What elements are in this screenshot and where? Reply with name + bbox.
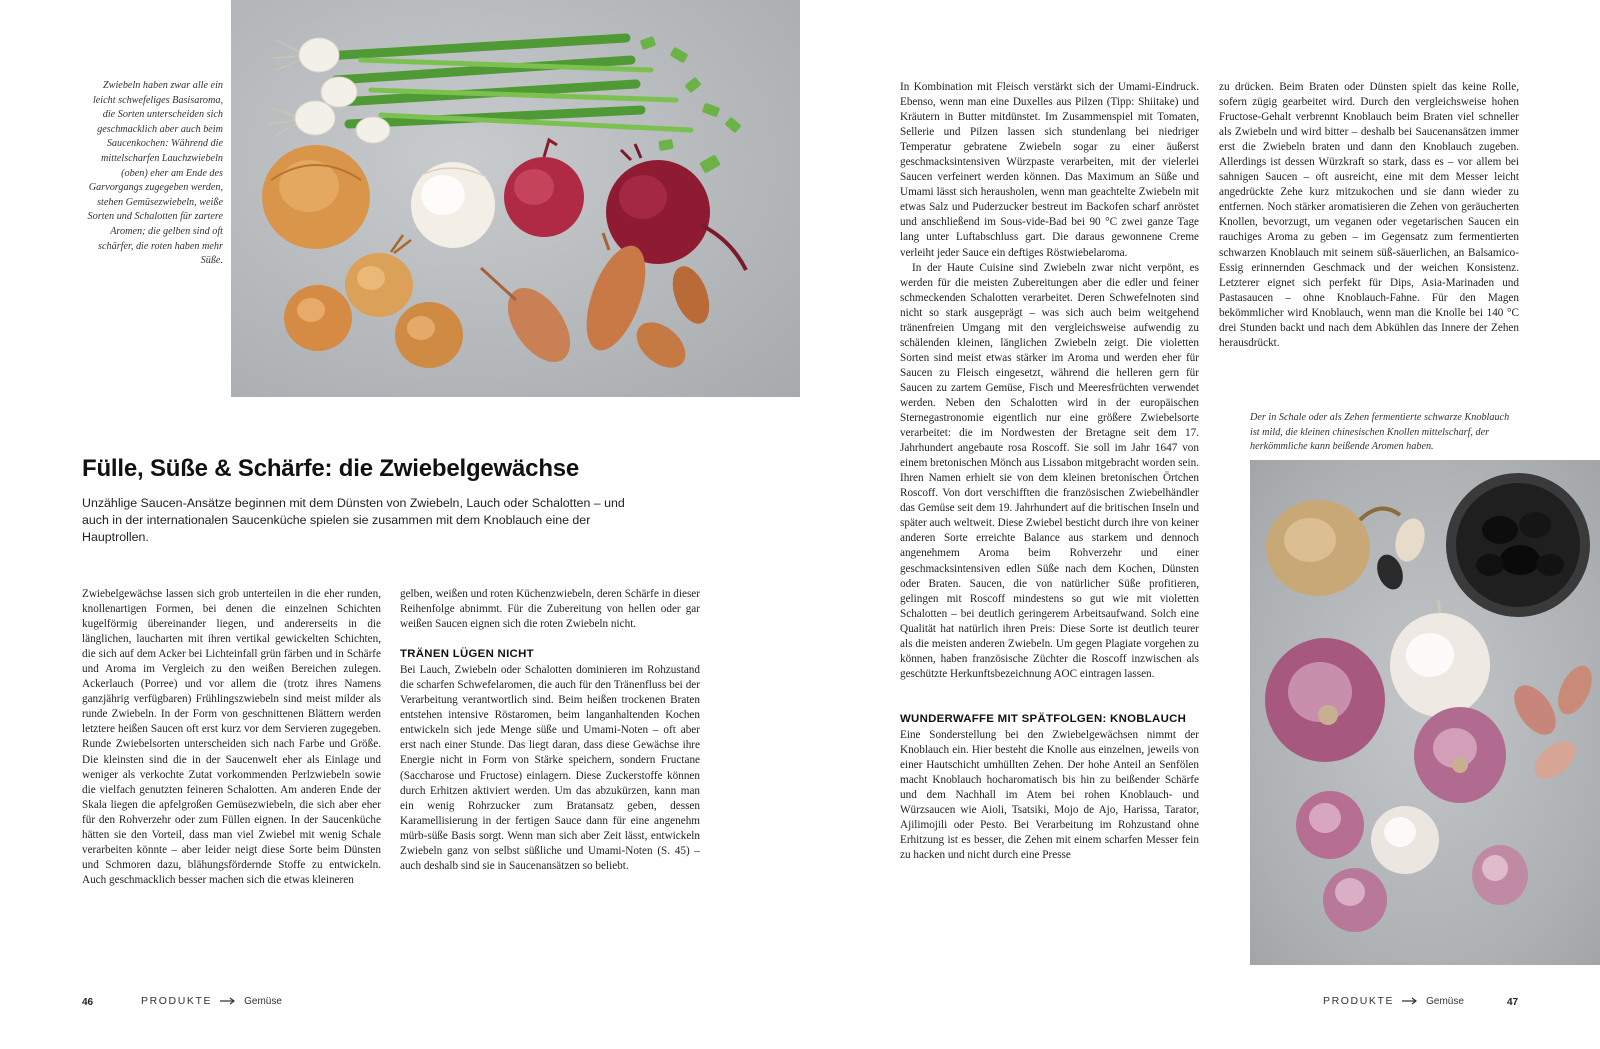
subhead-traenen: TRÄNEN LÜGEN NICHT — [400, 648, 534, 661]
onion-photo — [231, 0, 800, 397]
right-col1-paragraph-3: Eine Sonderstellung bei den Zwiebelgewächsen nimmt der Knoblauch ein. Hier besteht die Knolle aus einzelnen, jeweils von einer Hautschicht umhüllten Zehen. Der hohe Anteil an Senfölen macht Knoblauch hocharomatisch bis hin zu beißender Schärfe und dem Nachhall im Atem bei rohen Knoblauch- und Würzsaucen wie Aioli, Tsatsiki, Mojo de Ajo, Harissa, Tarator, Ajilimojili oder Pesto. Bei Verarbeitung im Rohzustand ohne Erhitzung ist es besser, die Zehen mit einem scharfen Messer fein zu hacken und nicht durch eine Presse — [900, 728, 1199, 862]
onions-illustration — [231, 0, 800, 397]
section-label-left — [141, 995, 282, 1007]
garlic-photo — [1250, 460, 1600, 965]
red-onion — [504, 140, 584, 237]
right-col1-paragraph-2: In der Haute Cuisine sind Zwiebeln zwar nicht verpönt, es werden für die meisten Zubereitungen aber die edler und feiner schmeckenden Schalotten verarbeitet. Deren Schwefelnoten sind nicht so stark ausgeprägt – was sich auch beim weitgehend tränenfreien Umgang mit den vergleichsweise aufwendig zu schälenden kleinen, länglichen Zwiebeln zeigt. Die violetten Sorten sind meist etwas stärker im Aroma und werden eher für Saucen zu Fleisch eingesetzt, während die helleren gern für Saucen zu zartem Gemüse, Fisch und Meeresfrüchten verwendet werden. Neben den Schalotten wird in der europäischen Sternegastronomie eigentlich nur eine größere Zwiebelsorte verarbeitet: die im Nordwesten der Bretagne seit dem 17. Jahrhundert angebaute rosa Roscoff. Sie soll im Jahr 1647 von einem bretonischen Mönch aus Lissabon mitgebracht worden sein. Ihren Namen erhielt sie von dem kleinen bretonischen Örtchen Roscoff. Von dort verschifften die französischen Zwiebelhändler das Gemüse seit dem 19. Jahrhundert auf die britischen Inseln und später auch weltweit. Diese Zwiebel besticht durch ihre von keiner anderen Sorte erreichte Balance aus starkem und dennoch angenehmem Aroma beim Rohverzehr und einer geschmacksintensiven edlen Süße nach dem Kochen, Dünsten oder Braten. Saucen, die von natürlicher Süße profitieren, gelingen mit Roscoff mindestens so gut wie mit violetten Schalotten – bei deutlich geringerem Arbeitsaufwand. Solch eine Qualität hat natürlich ihren Preis: Diese Sorte ist deutlich teurer als die meisten anderen Zwiebeln. Um gegen Plagiate vorgehen zu können, haben französische Züchter die Roscoff inzwischen als geschützte Herkunftsbezeichnung AOC eintragen lassen. — [900, 261, 1199, 680]
garlic-illustration — [1250, 460, 1600, 965]
onion-photo-caption: Zwiebeln haben zwar alle ein leicht schwefeliges Basisaroma, die Sorten unterscheiden sich geschmacklich aber auch beim Saucenkochen: Während die mittelscharfen Lauchzwiebeln (oben) eher am Ende des Garvorgangs zugegeben werden, stehen Gemüsezwiebeln, weiße Sorten und Schalotten für zartere Aromen; die gelben sind oft schärfer, die roten haben mehr Süße. — [87, 80, 223, 267]
garlic-cloves-small — [1373, 515, 1430, 593]
subsection-name: Gemüse — [1426, 995, 1464, 1007]
smoked-garlic — [1266, 500, 1400, 596]
white-garlic — [1390, 600, 1490, 717]
small-onions — [284, 235, 463, 368]
purple-garlic-medium — [1414, 707, 1506, 803]
subsection-name: Gemüse — [244, 995, 282, 1007]
left-body-column-1 — [82, 587, 381, 888]
page-number-right: 47 — [1507, 997, 1519, 1008]
garlic-cloves — [1506, 661, 1599, 787]
page-number-left: 46 — [82, 997, 94, 1008]
right-col2-paragraph: zu drücken. Beim Braten oder Dünsten spielt das keine Rolle, sofern zügig gearbeitet wird. Durch den vergleichsweise hohen Fructose-Gehalt verbrennt Knoblauch beim Braten viel schneller als Zwiebeln und wird bitter – deshalb bei Saucenansätzen immer erst die Zwiebeln braten und dann den Knoblauch zugeben. Allerdings ist dessen Würzkraft so stark, dass es – vor allem bei sahnigen Saucen – oft ausreicht, eine mit dem Messer leicht angedrückte Zehe kurz mitzukochen und sie dann wieder zu entfernen. Noch stärker aromatisieren die Zehen von geräucherten Knollen, bevorzugt, um veganen oder vegetarischen Saucen ein rauchiges Aroma zu geben – im Gegensatz zum fermentierten schwarzen Knoblauch mit seinem süß-säuerlichen, an Balsamico-Essig erinnernden Geschmack und der weichen Konsistenz. Letzterer eignet sich perfekt für Dips, Asia-Marinaden und Pastasaucen – ohne Knoblauch-Fahne. Für den Magen bekömmlicher wird Knoblauch, wenn man die Knolle bei 140 °C drei Stunden backt und nach dem Abkühlen das Innere der Zehen herausdrückt. — [1219, 81, 1519, 349]
left-body-column-2 — [400, 587, 700, 874]
left-col1-paragraph: Zwiebelgewächse lassen sich grob unterteilen in die eher runden, knollenartigen Formen, bei denen die einzelnen Schichten kugelförmig übereinander liegen, und andererseits in die länglichen, laucharten mit ihren vertikal gewickelten Schichten, die sich auf dem Acker bei Lichteinfall grün färben und in Schärfe und Aroma im Vergleich zu den weißen Bereichen zulegen. Ackerlauch (Porree) und vor allem die (trotz ihres Namens ganzjährig verfügbaren) Frühlingszwiebeln sind meist milder als runde Zwiebeln. In der Form von geschnittenen Blättern werden letztere heißen Saucen oft erst kurz vor dem Servieren zugegeben. Runde Zwiebelsorten unterscheiden sich nach Farbe und Größe. Die kleinsten sind die in der Saucenwelt eher als Einlage und weniger als verkochte Zutat vorkommenden Perlzwiebeln sowie die vielfach genutzten feineren Schalotten. Am anderen Ende der Skala liegen die apfelgroßen Gemüsezwiebeln, die sich aber eher für den Rohverzehr oder zum Füllen eignen. In der Saucenküche hätten sie den Vorteil, dass man viel Zwiebel mit wenig Schale verarbeiten könnte – aber leider neigt diese Sorte beim Dünsten und Schmoren dazu, blähungsfördernde Stoffe zu entwickeln. Auch geschmacklich besser machen sich die etwas kleineren — [82, 588, 381, 886]
right-body-column-1 — [900, 80, 1199, 863]
section-name: PRODUKTE — [1323, 995, 1395, 1007]
chinese-garlic-bulbs — [1296, 791, 1528, 932]
subhead-knoblauch: WUNDERWAFFE MIT SPÄTFOLGEN: KNOBLAUCH — [900, 712, 1187, 725]
arrow-right-icon — [1402, 997, 1418, 1005]
right-body-column-2 — [1219, 80, 1519, 351]
left-col2-body: Bei Lauch, Zwiebeln oder Schalotten dominieren im Rohzustand die scharfen Schwefelaromen, die auch für den Tränenfluss bei der Verarbeitung verantwortlich sind. Beim heißen trockenen Braten entstehen intensive Röstaromen, beim langanhaltenden Kochen entwickeln sich jede Menge süße und Umami-Noten – oft aber erst nach einer Stunde. Das liegt daran, dass diese Gewächse ihre Energie nicht in Form von Stärke speichern, sondern Fructane (Saccharose und Fructose) einlagern. Diese Zuckerstoffe können durch Erhitzen aktiviert werden. Um das abzukürzen, kann man ein wenig Rohrzucker zum Bratansatz geben, dessen Karamellisierung in der fertigen Sauce dann für eine angenehm mürb-süße Basis sorgt. Wenn man sich aber Zeit lässt, entwickeln Zwiebeln ganz von selbst süßliche und Umami-Noten (S. 45) – auch deshalb sind sie in Saucenansätzen so beliebt. — [400, 664, 700, 872]
garlic-photo-caption: Der in Schale oder als Zehen fermentierte schwarze Knoblauch ist mild, die kleinen chinesischen Knollen mittelscharf, der herkömmliche kann beißende Aromen haben. — [1250, 412, 1510, 453]
left-col2-intro: gelben, weißen und roten Küchenzwiebeln, deren Schärfe in dieser Reihenfolge abnimmt. Für die Zubereitung von hellen oder gar weißen Saucen eignen sich die roten Zwiebeln nicht. — [400, 588, 700, 631]
yellow-onion — [262, 145, 370, 249]
right-col1-paragraph-1: In Kombination mit Fleisch verstärkt sich der Umami-Eindruck. Ebenso, wenn man eine Duxelles aus Pilzen (Tipp: Shiitake) und Kräutern in Butter mitdünstet. Im Zusammenspiel mit Tomaten, Sellerie und Pilzen lassen sich stundenlang bei niedriger Temperatur gebratene Zwiebeln sogar zu einer äußerst geschmacksintensiven Würzpaste verarbeiten, mit der vielerlei Saucen verfeinert werden können. Das Maximum an Süße und Umami lässt sich herausholen, wenn man geachtelte Zwiebeln mit etwas Salz und Puderzucker bestreut im Backofen scharf anröstet und anschließend im Sous-vide-Bad bei 90 °C zwei ganze Tage lang unter Luftabschluss gart. Die daraus gewonnene Creme verleiht jeder Sauce ein deftiges Röstwiebelaroma. — [900, 81, 1199, 259]
purple-garlic-large — [1265, 638, 1385, 762]
white-onion — [411, 162, 495, 248]
arrow-right-icon — [220, 997, 236, 1005]
page-headline: Fülle, Süße & Schärfe: die Zwiebelgewächse — [82, 455, 580, 482]
lede-paragraph: Unzählige Saucen-Ansätze beginnen mit dem Dünsten von Zwiebeln, Lauch oder Schalotten – und auch in der internationalen Saucenküche spielen sie zusammen mit dem Knoblauch eine der Hauptrollen. — [82, 496, 625, 544]
section-label-right — [1323, 995, 1464, 1007]
section-name: PRODUKTE — [141, 995, 213, 1007]
black-garlic-bowl — [1446, 473, 1590, 617]
